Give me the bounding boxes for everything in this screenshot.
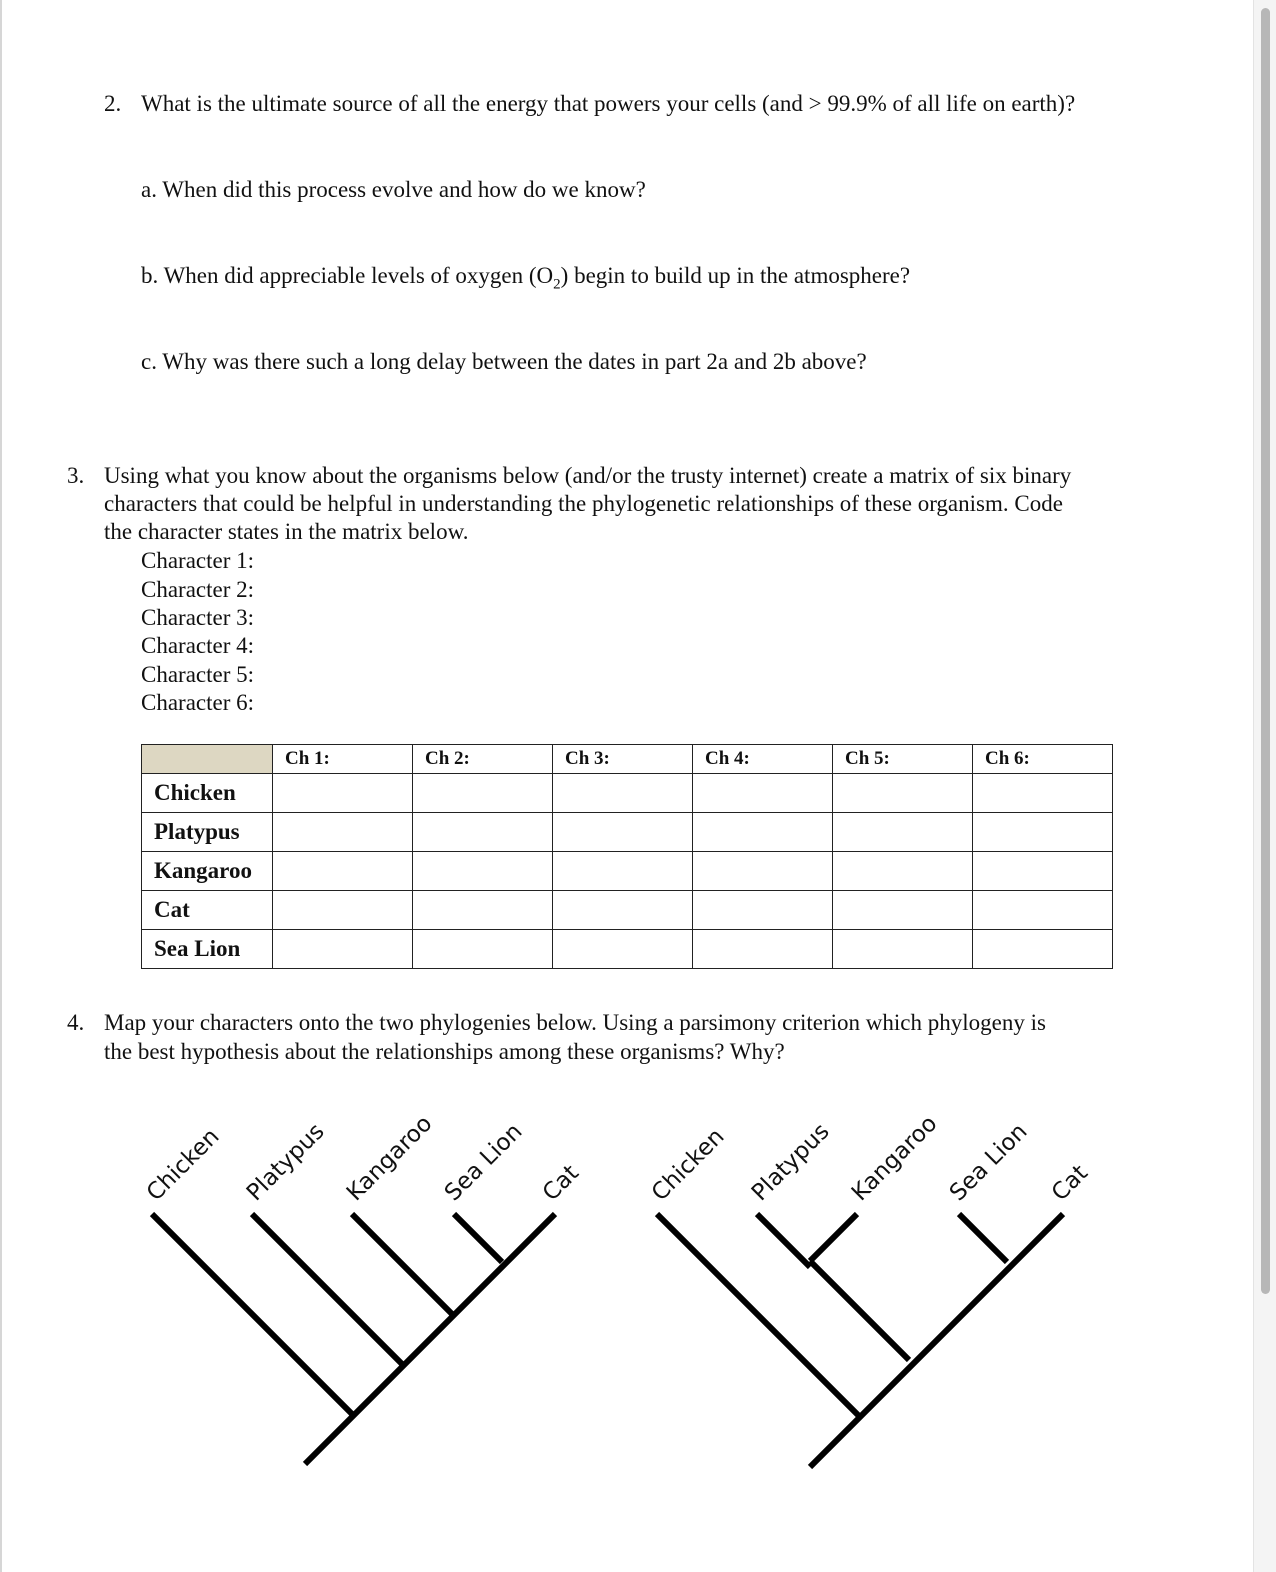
organism-label: Cat <box>142 891 273 930</box>
matrix-cell[interactable] <box>833 852 973 891</box>
branch-cat-root <box>305 1214 555 1464</box>
phylogeny-1 <box>120 1100 600 1480</box>
matrix-corner-cell <box>142 745 273 774</box>
matrix-cell[interactable] <box>693 852 833 891</box>
q3-line: Using what you know about the organisms below (and/or the trusty internet) create a matrix of six binary <box>104 463 1072 488</box>
matrix-header-ch6: Ch 6: <box>973 745 1113 774</box>
matrix-cell[interactable] <box>973 774 1113 813</box>
page-edge <box>0 0 2 1572</box>
matrix-header-ch1: Ch 1: <box>273 745 413 774</box>
matrix-cell[interactable] <box>693 891 833 930</box>
branch-cat-root <box>810 1214 1063 1467</box>
subscript-2: 2 <box>553 276 561 293</box>
matrix-cell[interactable] <box>413 813 553 852</box>
matrix-cell[interactable] <box>693 774 833 813</box>
matrix-cell[interactable] <box>413 930 553 969</box>
matrix-cell[interactable] <box>413 852 553 891</box>
q2c-text: c. Why was there such a long delay between the dates in part 2a and 2b above? <box>141 349 867 374</box>
matrix-cell[interactable] <box>413 891 553 930</box>
tree1-leaf-label: Chicken <box>141 1123 225 1207</box>
matrix-cell[interactable] <box>693 813 833 852</box>
matrix-cell[interactable] <box>833 774 973 813</box>
character-4-label: Character 4: <box>141 633 255 658</box>
matrix-cell[interactable] <box>973 852 1113 891</box>
matrix-header-ch3: Ch 3: <box>553 745 693 774</box>
tree2-leaf-label: Chicken <box>646 1123 730 1207</box>
tree1-leaf-label: Sea Lion <box>439 1118 528 1207</box>
matrix-row-chicken <box>142 774 1113 813</box>
matrix-cell[interactable] <box>973 813 1113 852</box>
q2b-text: b. When did appreciable levels of oxygen $(O_2)$ begin to build up in the atmosphere? <box>141 263 911 293</box>
branch-kangaroo <box>352 1214 452 1314</box>
organism-label: Sea Lion <box>142 930 273 969</box>
matrix-header-ch5: Ch 5: <box>833 745 973 774</box>
character-1-label: Character 1: <box>141 548 255 573</box>
branch-sea-lion <box>454 1214 502 1262</box>
organism-label: Kangaroo <box>142 852 273 891</box>
branch-sea-lion <box>959 1214 1007 1262</box>
matrix-cell[interactable] <box>833 930 973 969</box>
matrix-cell[interactable] <box>553 852 693 891</box>
q4-line: Map your characters onto the two phylogenies below. Using a parsimony criterion which phylogeny is <box>104 1010 1046 1035</box>
matrix-cell[interactable] <box>273 813 413 852</box>
matrix-header-ch2: Ch 2: <box>413 745 553 774</box>
matrix-cell[interactable] <box>553 774 693 813</box>
matrix-cell[interactable] <box>833 813 973 852</box>
matrix-cell[interactable] <box>273 774 413 813</box>
matrix-cell[interactable] <box>973 891 1113 930</box>
matrix-row-kangaroo <box>142 852 1113 891</box>
q3-line: the character states in the matrix below. <box>104 519 469 544</box>
tree2-leaf-label: Cat <box>1046 1160 1093 1207</box>
matrix-row-cat <box>142 891 1113 930</box>
q4-line: the best hypothesis about the relationships among these organisms? Why? <box>104 1039 785 1064</box>
phylogeny-2 <box>625 1100 1105 1480</box>
character-6-label: Character 6: <box>141 690 255 715</box>
q3-number: 3. <box>67 463 85 488</box>
matrix-cell[interactable] <box>413 774 553 813</box>
organism-label: Platypus <box>142 813 273 852</box>
matrix-row-platypus <box>142 813 1113 852</box>
matrix-cell[interactable] <box>833 891 973 930</box>
scrollbar-thumb[interactable] <box>1261 8 1270 1294</box>
matrix-cell[interactable] <box>693 930 833 969</box>
matrix-header-row <box>142 745 1113 774</box>
q2-number: 2. <box>104 91 122 116</box>
matrix-row-sea-lion <box>142 930 1113 969</box>
organism-label: Chicken <box>142 774 273 813</box>
matrix-cell[interactable] <box>273 930 413 969</box>
q2-text: What is the ultimate source of all the energy that powers your cells (and > 99.9% of all life on earth)? <box>141 91 1076 116</box>
branch-platypus-kangaroo-clade <box>810 1261 909 1360</box>
character-matrix <box>141 744 1113 969</box>
matrix-cell[interactable] <box>273 891 413 930</box>
branch-kangaroo <box>810 1214 857 1261</box>
q2a-text: a. When did this process evolve and how do we know? <box>141 177 646 202</box>
q4-number: 4. <box>67 1010 85 1035</box>
matrix-cell[interactable] <box>973 930 1113 969</box>
tree2-leaf-label: Platypus <box>746 1118 835 1207</box>
tree2-leaf-label: Sea Lion <box>944 1118 1033 1207</box>
tree1-leaf-label: Cat <box>537 1160 584 1207</box>
matrix-cell[interactable] <box>553 930 693 969</box>
character-5-label: Character 5: <box>141 662 255 687</box>
tree1-leaf-label: Platypus <box>241 1118 330 1207</box>
scrollbar-track[interactable] <box>1253 0 1276 1572</box>
matrix-cell[interactable] <box>553 891 693 930</box>
character-2-label: Character 2: <box>141 577 255 602</box>
tree2-leaf-label: Kangaroo <box>846 1110 943 1207</box>
tree1-leaf-label: Kangaroo <box>341 1110 438 1207</box>
branch-platypus <box>757 1214 810 1267</box>
matrix-cell[interactable] <box>273 852 413 891</box>
character-3-label: Character 3: <box>141 605 255 630</box>
matrix-header-ch4: Ch 4: <box>693 745 833 774</box>
matrix-cell[interactable] <box>553 813 693 852</box>
branch-platypus <box>252 1214 402 1364</box>
q3-line: characters that could be helpful in understanding the phylogenetic relationships of these organism. Code <box>104 491 1063 516</box>
branch-chicken <box>152 1214 352 1414</box>
